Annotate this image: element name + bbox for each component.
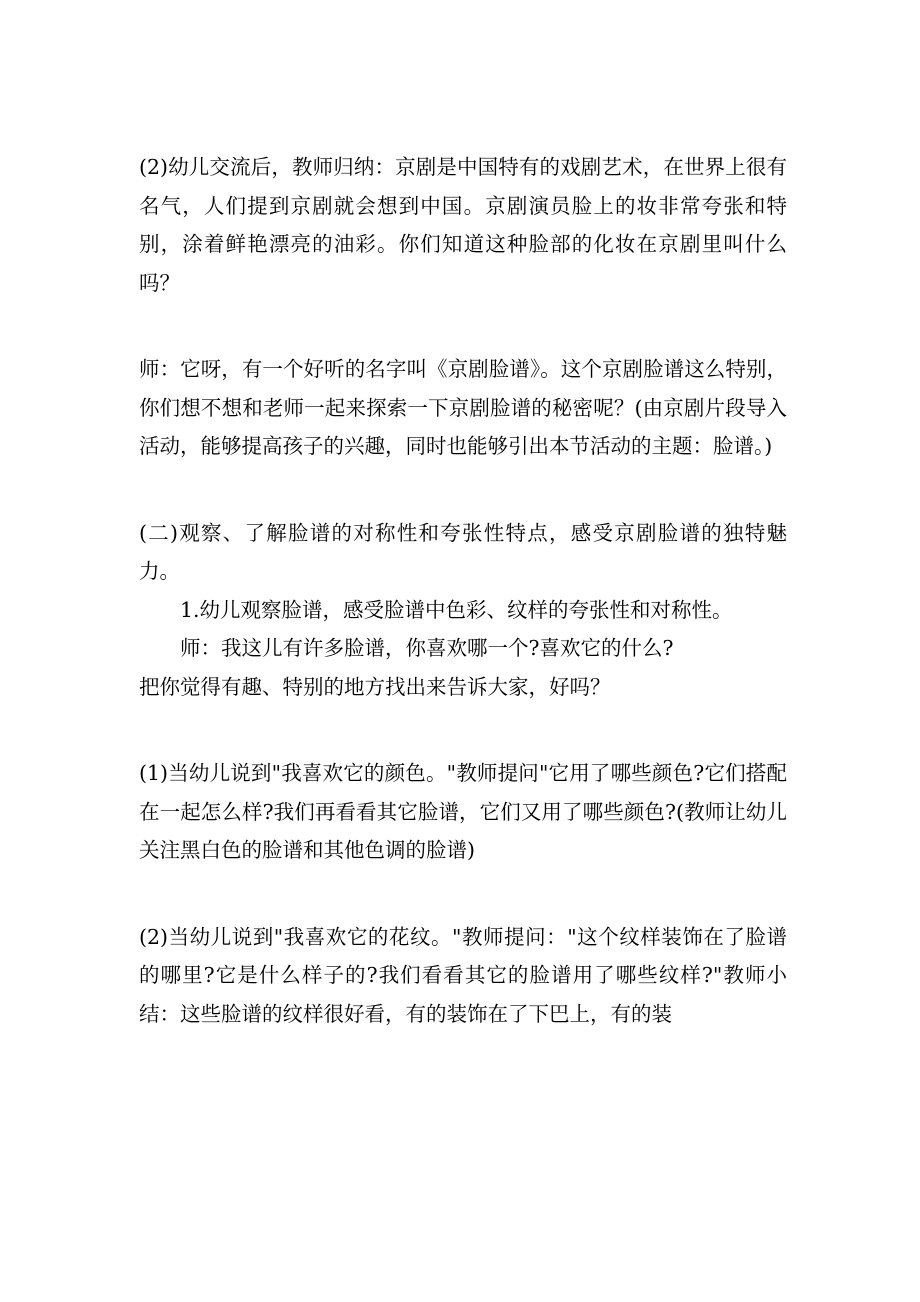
paragraph-section-heading-observe: (二)观察、了解脸谱的对称性和夸张性特点，感受京剧脸谱的独特魅力。 (139, 520, 787, 583)
teacher-question-line-1: 师：我这儿有许多脸谱，你喜欢哪一个?喜欢它的什么? (180, 636, 674, 660)
paragraph-step-1-observe: 1.幼儿观察脸谱，感受脸谱中色彩、纹样的夸张性和对称性。 (180, 597, 733, 622)
document-body (139, 148, 787, 1033)
paragraph-pattern-discussion: (2)当幼儿说到"我喜欢它的花纹。"教师提问："这个纹样装饰在了脸谱的哪里?它是什么样子的?我们看看其它的脸谱用了哪些纹样?"教师小结：这些脸谱的纹样很好看，有的装饰在了下巴上，有的装 (139, 924, 787, 1026)
paragraph-color-discussion: (1)当幼儿说到"我喜欢它的颜色。"教师提问"它用了哪些颜色?它们搭配在一起怎么样?我们再看看其它脸谱，它们又用了哪些颜色?(教师让幼儿关注黑白色的脸谱和其他色调的脸谱) (139, 761, 787, 862)
paragraph-teacher-introduce-facial-makeup: 师：它呀，有一个好听的名字叫《京剧脸谱》。这个京剧脸谱这么特别，你们想不想和老师一起来探索一下京剧脸谱的秘密呢？(由京剧片段导入活动，能够提高孩子的兴趣，同时也能够引出本节活动的主题：脸谱。) (139, 357, 787, 458)
teacher-question-line-2: 把你觉得有趣、特别的地方找出来告诉大家，好吗？ (139, 674, 611, 699)
paragraph-teacher-summary: (2)幼儿交流后，教师归纳：京剧是中国特有的戏剧艺术，在世界上很有名气，人们提到京剧就会想到中国。京剧演员脸上的妆非常夸张和特别，涂着鲜艳漂亮的油彩。你们知道这种脸部的化妆在京剧里叫什么吗？ (139, 155, 787, 295)
paragraph-teacher-question (139, 629, 787, 706)
